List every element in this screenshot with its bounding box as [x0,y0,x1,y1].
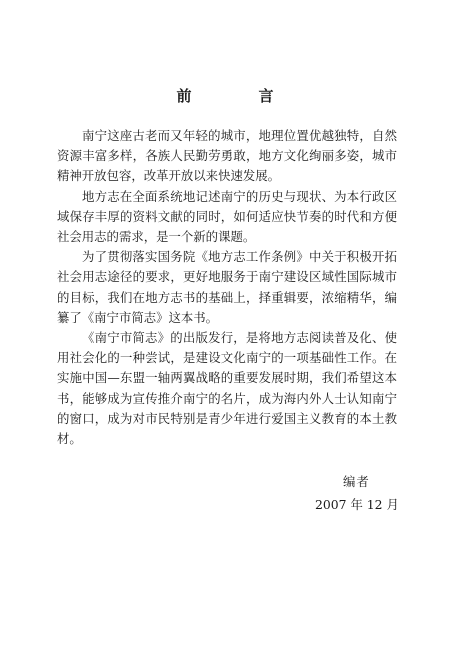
preface-body [57,126,397,449]
paragraph-2: 地方志在全面系统地记述南宁的历史与现状、为本行政区域保存丰厚的资料文献的同时，如何适应快节奏的时代和方便社会用志的需求，是一个新的课题。 [57,188,397,245]
page-title: 前 言 [176,87,300,105]
signature-editor: 编者 [343,474,370,489]
paragraph-3: 为了贯彻落实国务院《地方志工作条例》中关于积极开拓社会用志途径的要求，更好地服务于南宁建设区域性国际城市的目标，我们在地方志书的基础上，择重辑要，浓缩精华，编纂了《南宁市简志》这本书。 [57,249,397,325]
paragraph-4: 《南宁市简志》的出版发行，是将地方志阅读普及化、使用社会化的一种尝试，是建设文化南宁的一项基础性工作。在实施中国—东盟一轴两翼战略的重要发展时期，我们希望这本书，能够成为宣传推介南宁的名片，成为海内外人士认知南宁的窗口，成为对市民特别是青少年进行爱国主义教育的本土教材。 [57,330,397,447]
signature-date: 2007 年 12 月 [315,497,399,512]
paragraph-1: 南宁这座古老而又年轻的城市，地理位置优越独特，自然资源丰富多样，各族人民勤劳勇敢，地方文化绚丽多姿，城市精神开放包容，改革开放以来快速发展。 [57,128,397,184]
